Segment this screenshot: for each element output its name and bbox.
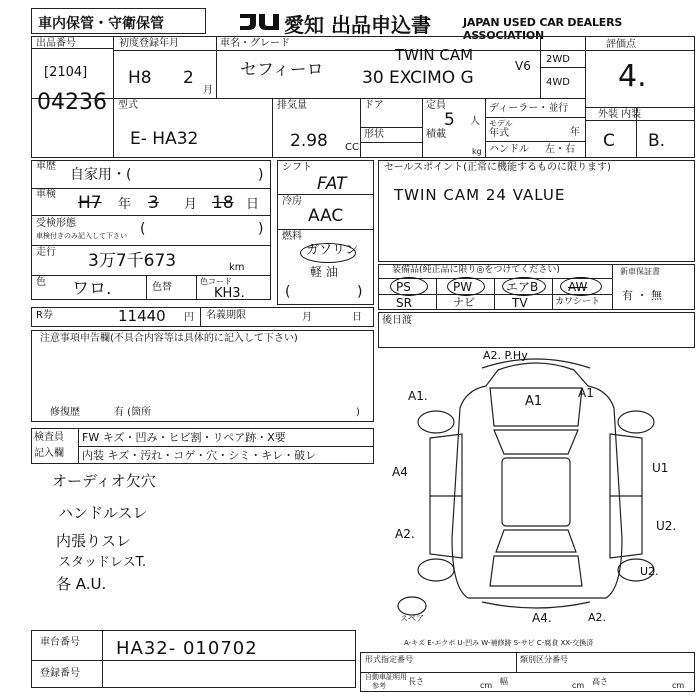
repair-close: ) (356, 407, 360, 418)
fuel-open: ( (285, 284, 291, 300)
score-value: 4. (618, 59, 647, 94)
diagram-label-a2-rear: A2. (588, 611, 607, 624)
registration-year: H8 (128, 68, 152, 88)
diagram-label-a2-left: A2. (395, 527, 415, 541)
remark-4: スタッドレスT. (58, 555, 147, 570)
reg-number-label: 登録番号 (40, 668, 80, 679)
diagram-label-a4-rear: A4. (532, 611, 552, 625)
inspector-row2: 内装 キズ・汚れ・コゲ・穴・シミ・キレ・破レ (82, 449, 317, 462)
equip-ps: PS (396, 280, 411, 294)
shaken-day-unit: 日 (246, 197, 260, 212)
capacity-label: 定員 (426, 100, 446, 111)
recycle-value: 11440 (118, 307, 166, 325)
receiving-note: 車検付きのみ記入して下さい (36, 232, 127, 240)
receiving-open: ( (140, 221, 146, 237)
grade-note: V6 (515, 59, 531, 73)
diagram-label-a1-right: A1 (578, 386, 594, 400)
equip-aw-circle (560, 277, 602, 296)
diagram-label-u2-right: U2. (656, 519, 677, 533)
mileage-value: 3万7千673 (88, 251, 177, 271)
form-number-label: 形式指定番号 (365, 655, 413, 664)
fuel-value: ガソリン (306, 243, 359, 258)
class-number-label: 類別区分番号 (520, 655, 568, 664)
spare-label: スペア (400, 614, 424, 623)
equipment-label: 装備品(純正品に限り◎をつけてください) (392, 265, 560, 275)
shift-value: FAT (317, 174, 347, 194)
remark-5: 各 A.U. (56, 575, 107, 593)
registration-month-unit: 月 (203, 85, 213, 96)
first-registration-label: 初度登録年月 (119, 38, 179, 49)
equip-tv: TV (512, 296, 528, 310)
mileage-unit: km (229, 262, 245, 273)
selling-points-label: セールスポイント(正常に機能するものに限ります) (384, 162, 611, 173)
recycle-unit: 円 (184, 312, 194, 323)
later-delivery-label: 後日渡 (382, 315, 412, 326)
dimensions-label1: 自動車証明用 (365, 673, 407, 681)
deadline-day: 日 (352, 312, 362, 323)
selling-points-box (378, 160, 695, 262)
shaken-label: 車検 (36, 189, 56, 200)
interior-grade: B. (648, 131, 666, 151)
type-value: E- HA32 (130, 129, 199, 149)
diagram-label-a1-left: A1. (408, 389, 428, 403)
exterior-grade: C (603, 131, 615, 151)
receiving-label: 受検形態 (36, 218, 76, 229)
shaken-month: 3 (148, 193, 159, 213)
color-code-label: 色コード (200, 277, 232, 286)
dealer-label: ディーラー・並行 (489, 103, 569, 114)
recycle-label: R券 (36, 310, 53, 321)
selling-points-text: TWIN CAM 24 VALUE (394, 186, 566, 204)
later-delivery-box (378, 312, 695, 348)
deadline-label: 名義期限 (206, 310, 246, 321)
shaken-month-unit: 月 (184, 197, 198, 212)
mileage-label: 走行 (36, 247, 56, 258)
diagram-legend: A-キズ E-エクボ U-凹み W-補修跡 S-サビ C-腐食 XX-交換済 (404, 639, 594, 647)
lot-number: 04236 (37, 90, 107, 115)
model-year-label1: モデル (489, 119, 513, 128)
equip-seat: カワシート (555, 297, 601, 307)
handle-value: 左・右 (545, 144, 575, 155)
shaken-year: H7 (78, 193, 102, 213)
equip-ps-circle (390, 277, 428, 296)
height-label: 高さ (592, 677, 608, 686)
grade-line1: TWIN CAM (395, 46, 474, 64)
type-label: 型式 (118, 100, 138, 111)
color-label: 色 (36, 277, 46, 288)
equip-airbag: エアB (506, 280, 539, 294)
height-unit: cm (672, 681, 685, 690)
recycle-row (31, 307, 374, 327)
capacity-value: 5 (444, 110, 455, 130)
diagram-label-a4-left: A4 (392, 465, 408, 479)
model-name: セフィーロ (240, 60, 324, 80)
remark-1: オーディオ欠穴 (52, 472, 156, 490)
length-label: 長さ (408, 677, 424, 686)
repair-value: 有 (箇所 (114, 407, 152, 418)
history-label: 車歴 (36, 161, 56, 172)
model-year-unit: 年 (570, 127, 580, 138)
repaint-label: 色替 (152, 282, 172, 293)
equip-airbag-circle (502, 277, 546, 296)
form-title: 愛知 出品申込書 (284, 13, 431, 37)
warranty-label: 新車保証書 (620, 267, 660, 276)
load-label: 積載 (426, 129, 446, 140)
diagram-label-front: A2. P.Hy (483, 349, 528, 362)
storage-label-box (31, 8, 206, 34)
inspector-row1: FW キズ・凹み・ヒビ割・リペア跡・X要 (82, 431, 286, 444)
handle-label: ハンドル (489, 144, 529, 155)
grade-line2: 30 EXCIMO G (362, 68, 474, 88)
model-label: 車名・グレード (220, 38, 290, 49)
ext-int-label: 外装 内装 (598, 109, 642, 120)
repair-label: 修復歴 (50, 407, 80, 418)
dimensions-label2: 参考 (372, 682, 386, 690)
fuel-close: ) (357, 284, 363, 300)
color-code: KH3. (214, 286, 245, 301)
fuel-alt: 軽 油 (310, 265, 338, 279)
door-label: ドア (364, 100, 384, 111)
storage-label: 車内保管・守衛保管 (38, 16, 164, 32)
equip-sr: SR (396, 296, 412, 310)
ju-logo (236, 10, 282, 32)
equip-pw-circle (447, 277, 485, 296)
shaken-year-unit: 年 (118, 197, 132, 212)
receiving-close: ) (258, 221, 264, 237)
model-year-label2: 年式 (489, 128, 509, 139)
deadline-month: 月 (302, 312, 312, 323)
lot-number-label: 出品番号 (36, 38, 76, 49)
aircon-label: 冷房 (282, 196, 302, 207)
chassis-number: HA32- 010702 (116, 638, 258, 659)
shaken-day: 18 (212, 193, 234, 213)
2wd-label: 2WD (546, 54, 570, 65)
color-value: ワロ. (72, 279, 112, 299)
warranty-value: 有 ・ 無 (622, 289, 662, 302)
history-close: ) (258, 167, 264, 183)
displacement-label: 排気量 (277, 100, 307, 111)
chassis-label: 車台番号 (40, 637, 80, 648)
diagram-label-u2-rear: U2. (640, 565, 659, 578)
remark-3: 内張りスレ (56, 532, 132, 550)
inspector-entry-label: 記入欄 (34, 448, 64, 459)
lot-sub-number: [2104] (44, 65, 88, 80)
equip-aw: AW (568, 280, 588, 294)
load-unit: kg (472, 147, 482, 156)
notes-label: 注意事項申告欄(不具合内容等は具体的に記入して下さい) (40, 333, 298, 344)
capacity-unit: 人 (470, 116, 480, 127)
inspector-label: 検査員 (34, 432, 64, 443)
score-label: 評価点 (606, 39, 636, 50)
width-label: 幅 (500, 677, 508, 686)
length-unit: cm (480, 681, 493, 690)
fuel-label: 燃料 (282, 231, 302, 242)
aircon-value: AAC (308, 206, 344, 226)
diagram-label-u1: U1 (652, 461, 669, 475)
remark-2: ハンドルスレ (58, 504, 148, 522)
width-unit: cm (572, 681, 585, 690)
form-subtitle: JAPAN USED CAR DEALERS ASSOCIATION (463, 16, 623, 42)
shape-label: 形状 (364, 129, 384, 140)
4wd-label: 4WD (546, 77, 570, 88)
equip-navi: ナビ (453, 296, 475, 309)
equip-pw: PW (453, 280, 473, 294)
registration-month: 2 (183, 68, 194, 88)
diagram-label-a1-hood: A1 (525, 394, 543, 409)
history-value: 自家用・( (70, 167, 132, 183)
shift-label: シフト (282, 162, 312, 173)
history-block (31, 160, 271, 300)
displacement-unit: CC (345, 142, 359, 153)
displacement-value: 2.98 (290, 131, 328, 151)
